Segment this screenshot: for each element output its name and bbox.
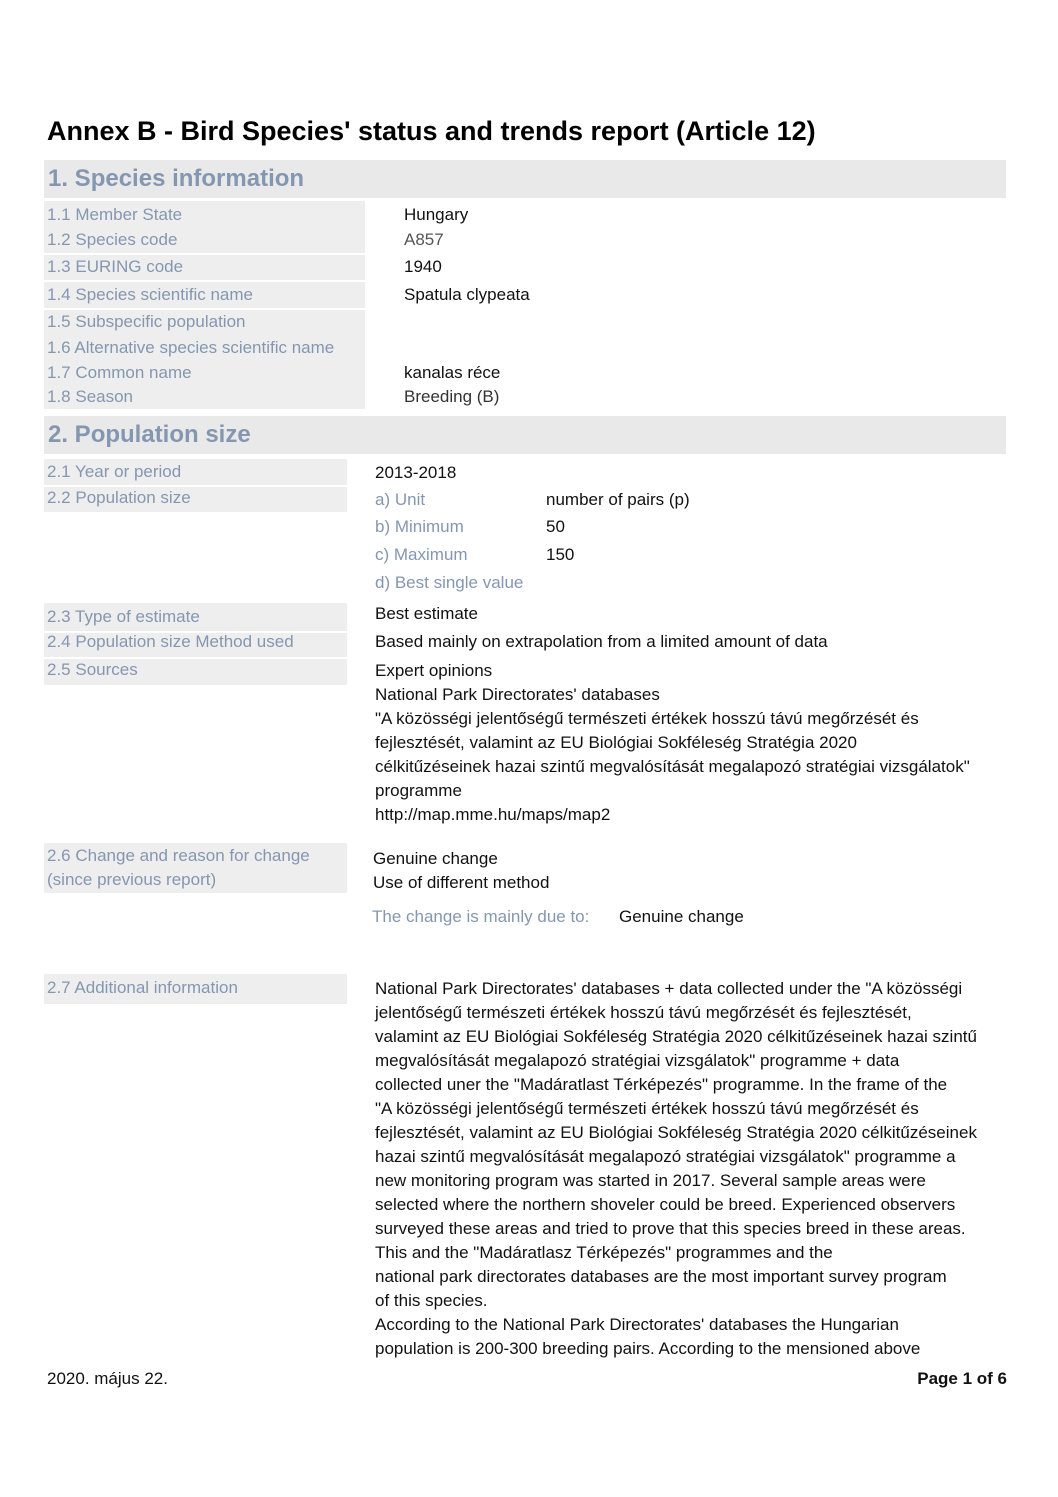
alternative-name-label: 1.6 Alternative species scientific name: [47, 338, 335, 357]
additional-line: selected where the northern shoveler could be breed. Experienced observers: [375, 1195, 956, 1214]
sources-line: "A közösségi jelentőségű természeti értékek hosszú távú megőrzését és: [375, 709, 919, 728]
section-species-information: [44, 160, 1006, 198]
additional-line: This and the "Madáratlasz Térképezés" programmes and the: [375, 1243, 833, 1262]
method-used-value: Based mainly on extrapolation from a limited amount of data: [375, 632, 828, 651]
additional-line: According to the National Park Directorates' databases the Hungarian: [375, 1315, 899, 1334]
additional-line: fejlesztését, valamint az EU Biológiai Sokféleség Stratégia 2020 célkitűzéseinek: [375, 1123, 977, 1142]
sources-text: [375, 659, 1015, 827]
additional-line: valamint az EU Biológiai Sokféleség Stratégia 2020 célkitűzéseinek hazai szintű: [375, 1027, 977, 1046]
document-title: Annex B - Bird Species' status and trends report (Article 12): [47, 116, 816, 146]
change-reason-label-sub: (since previous report): [47, 870, 217, 889]
unit-label: a) Unit: [375, 490, 426, 509]
member-state-label: 1.1 Member State: [47, 205, 183, 224]
section-heading: 2. Population size: [48, 421, 251, 448]
change-method-value: Use of different method: [373, 873, 550, 892]
sources-line: programme: [375, 781, 462, 800]
additional-line: National Park Directorates' databases + data collected under the "A közösségi: [375, 979, 963, 998]
change-due-value: Genuine change: [619, 907, 744, 926]
section-heading: 1. Species information: [48, 165, 305, 192]
unit-value: number of pairs (p): [546, 490, 690, 509]
minimum-value: 50: [546, 517, 565, 536]
additional-line: population is 200-300 breeding pairs. According to the mensioned above: [375, 1339, 921, 1358]
additional-line: jelentőségű természeti értékek hosszú távú megőrzését és fejlesztését,: [375, 1003, 912, 1022]
change-value: Genuine change: [373, 849, 498, 868]
sources-line: fejlesztését, valamint az EU Biológiai Sokféleség Stratégia 2020: [375, 733, 857, 752]
footer-page-number: Page 1 of 6: [917, 1369, 1007, 1388]
minimum-label: b) Minimum: [375, 517, 464, 536]
euring-code-label: 1.3 EURING code: [47, 257, 184, 276]
row-divider: [44, 657, 347, 659]
section-population-size: [44, 416, 1006, 454]
method-used-label: 2.4 Population size Method used: [47, 632, 294, 651]
additional-line: "A közösségi jelentőségű természeti értékek hosszú távú megőrzését és: [375, 1099, 919, 1118]
type-of-estimate-label: 2.3 Type of estimate: [47, 607, 200, 626]
maximum-label: c) Maximum: [375, 545, 468, 564]
change-reason-label: 2.6 Change and reason for change: [47, 846, 310, 865]
scientific-name-label: 1.4 Species scientific name: [47, 285, 253, 304]
additional-line: hazai szintű megvalósítását megalapozó stratégiai vizsgálatok" programme a: [375, 1147, 956, 1166]
year-period-value: 2013-2018: [375, 463, 457, 482]
row-divider: [44, 308, 365, 310]
subspecific-population-label: 1.5 Subspecific population: [47, 312, 246, 331]
season-value: Breeding (B): [404, 387, 500, 406]
additional-line: new monitoring program was started in 2017. Several sample areas were: [375, 1171, 926, 1190]
additional-information-label: 2.7 Additional information: [47, 978, 238, 997]
species-code-label: 1.2 Species code: [47, 230, 178, 249]
change-due-label: The change is mainly due to:: [372, 907, 590, 926]
additional-line: collected uner the "Madáratlast Térképezés" programme. In the frame of the: [375, 1075, 948, 1094]
additional-line: surveyed these areas and tried to prove that this species breed in these areas.: [375, 1219, 966, 1238]
type-of-estimate-value: Best estimate: [375, 604, 478, 623]
additional-line: national park directorates databases are the most important survey program: [375, 1267, 947, 1286]
sources-line: National Park Directorates' databases: [375, 685, 660, 704]
scientific-name-value: Spatula clypeata: [404, 285, 530, 304]
row-divider: [44, 485, 347, 487]
season-label: 1.8 Season: [47, 387, 134, 406]
member-state-value: Hungary: [404, 205, 469, 224]
row-divider: [44, 253, 365, 255]
sources-line: http://map.mme.hu/maps/map2: [375, 805, 611, 824]
population-size-label: 2.2 Population size: [47, 488, 191, 507]
maximum-value: 150: [546, 545, 575, 564]
sources-line: Expert opinions: [375, 661, 493, 680]
footer-date: 2020. május 22.: [47, 1369, 168, 1388]
row-divider: [44, 280, 365, 282]
sources-label: 2.5 Sources: [47, 660, 138, 679]
euring-code-value: 1940: [404, 257, 442, 276]
species-code-value: A857: [404, 230, 444, 249]
best-single-value-label: d) Best single value: [375, 573, 524, 592]
additional-line: of this species.: [375, 1291, 488, 1310]
additional-information-text: [375, 977, 1015, 1361]
year-period-label: 2.1 Year or period: [47, 462, 182, 481]
additional-line: megvalósítását megalapozó stratégiai vizsgálatok" programme + data: [375, 1051, 900, 1070]
sources-line: célkitűzéseinek hazai szintű megvalósítását megalapozó stratégiai vizsgálatok": [375, 757, 970, 776]
common-name-value: kanalas réce: [404, 363, 501, 382]
common-name-label: 1.7 Common name: [47, 363, 192, 382]
